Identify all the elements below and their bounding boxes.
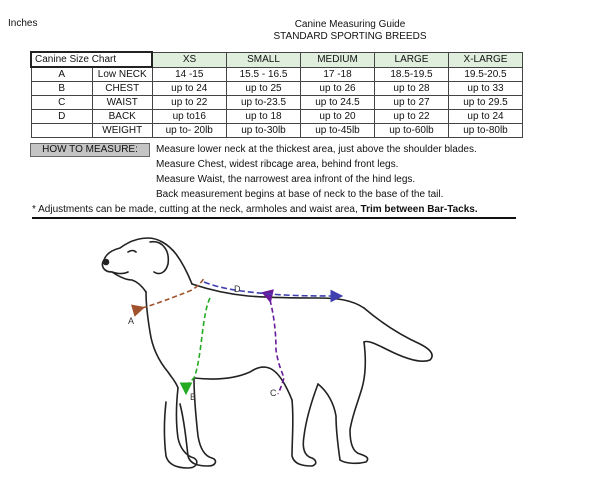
table-cell: up to 20 — [301, 110, 375, 124]
table-cell: up to 29.5 — [449, 96, 523, 110]
row-letter: B — [31, 82, 93, 96]
label-a: A — [128, 316, 135, 326]
table-cell: up to-30lb — [227, 124, 301, 138]
chart-label: Canine Size Chart — [31, 52, 152, 67]
row-letter: A — [31, 67, 93, 82]
guide-title: Canine Measuring Guide — [294, 19, 406, 30]
label-c: C — [270, 388, 277, 398]
size-header-xlarge: X-LARGE — [449, 52, 523, 67]
note-text: * Adjustments can be made, cutting at the neck, armholes and waist area, — [32, 204, 361, 215]
table-cell: 18.5-19.5 — [375, 67, 449, 82]
table-cell: up to 28 — [375, 82, 449, 96]
row-letter — [31, 124, 93, 138]
table-row — [31, 96, 523, 110]
table-cell: up to 33 — [449, 82, 523, 96]
table-cell: up to- 20lb — [152, 124, 227, 138]
instruction-back: Back measurement begins at base of neck to the base of the tail. — [156, 189, 444, 200]
table-row — [31, 67, 523, 82]
row-letter: C — [31, 96, 93, 110]
table-cell: up to16 — [152, 110, 227, 124]
back-measurement-line — [204, 282, 340, 296]
label-b: B — [190, 392, 197, 402]
table-cell: up to 24.5 — [301, 96, 375, 110]
units-label: Inches — [8, 18, 38, 29]
table-cell: 15.5 - 16.5 — [227, 67, 301, 82]
adjustment-note — [32, 204, 516, 219]
size-header-small: SMALL — [227, 52, 301, 67]
instruction-waist: Measure Waist, the narrowest area infront of the hind legs. — [156, 174, 416, 185]
instruction-neck: Measure lower neck at the thickest area, just above the shoulder blades. — [156, 144, 477, 155]
size-header-large: LARGE — [375, 52, 449, 67]
label-d: D — [234, 284, 241, 294]
row-letter: D — [31, 110, 93, 124]
guide-subtitle: STANDARD SPORTING BREEDS — [273, 31, 427, 42]
table-cell: up to 27 — [375, 96, 449, 110]
note-bold: Trim between Bar-Tacks. — [360, 204, 478, 215]
row-measure: WEIGHT — [93, 124, 153, 138]
chest-measurement-line — [186, 298, 210, 402]
table-row — [31, 124, 523, 138]
table-cell: up to 22 — [375, 110, 449, 124]
table-cell: up to 18 — [227, 110, 301, 124]
table-cell: up to 24 — [152, 82, 227, 96]
table-cell: up to-80lb — [449, 124, 523, 138]
row-measure: WAIST — [93, 96, 153, 110]
instruction-chest: Measure Chest, widest ribcage area, behind front legs. — [156, 159, 399, 170]
dog-outline — [102, 238, 432, 468]
table-row — [31, 110, 523, 124]
table-row — [31, 82, 523, 96]
waist-measurement-line — [270, 300, 284, 398]
table-cell: up to-60lb — [375, 124, 449, 138]
size-header-medium: MEDIUM — [301, 52, 375, 67]
how-to-measure-label: HOW TO MEASURE: — [30, 143, 150, 157]
table-cell: up to 22 — [152, 96, 227, 110]
size-header-xs: XS — [152, 52, 227, 67]
table-cell: up to 26 — [301, 82, 375, 96]
row-measure: BACK — [93, 110, 153, 124]
table-cell: 19.5-20.5 — [449, 67, 523, 82]
dog-measurement-diagram — [0, 220, 600, 499]
table-cell: 14 -15 — [152, 67, 227, 82]
table-header-row — [31, 52, 523, 67]
table-cell: up to 24 — [449, 110, 523, 124]
table-cell: 17 -18 — [301, 67, 375, 82]
table-cell: up to-23.5 — [227, 96, 301, 110]
table-cell: up to-45lb — [301, 124, 375, 138]
size-chart-table — [30, 51, 523, 138]
row-measure: Low NECK — [93, 67, 153, 82]
table-cell: up to 25 — [227, 82, 301, 96]
row-measure: CHEST — [93, 82, 153, 96]
